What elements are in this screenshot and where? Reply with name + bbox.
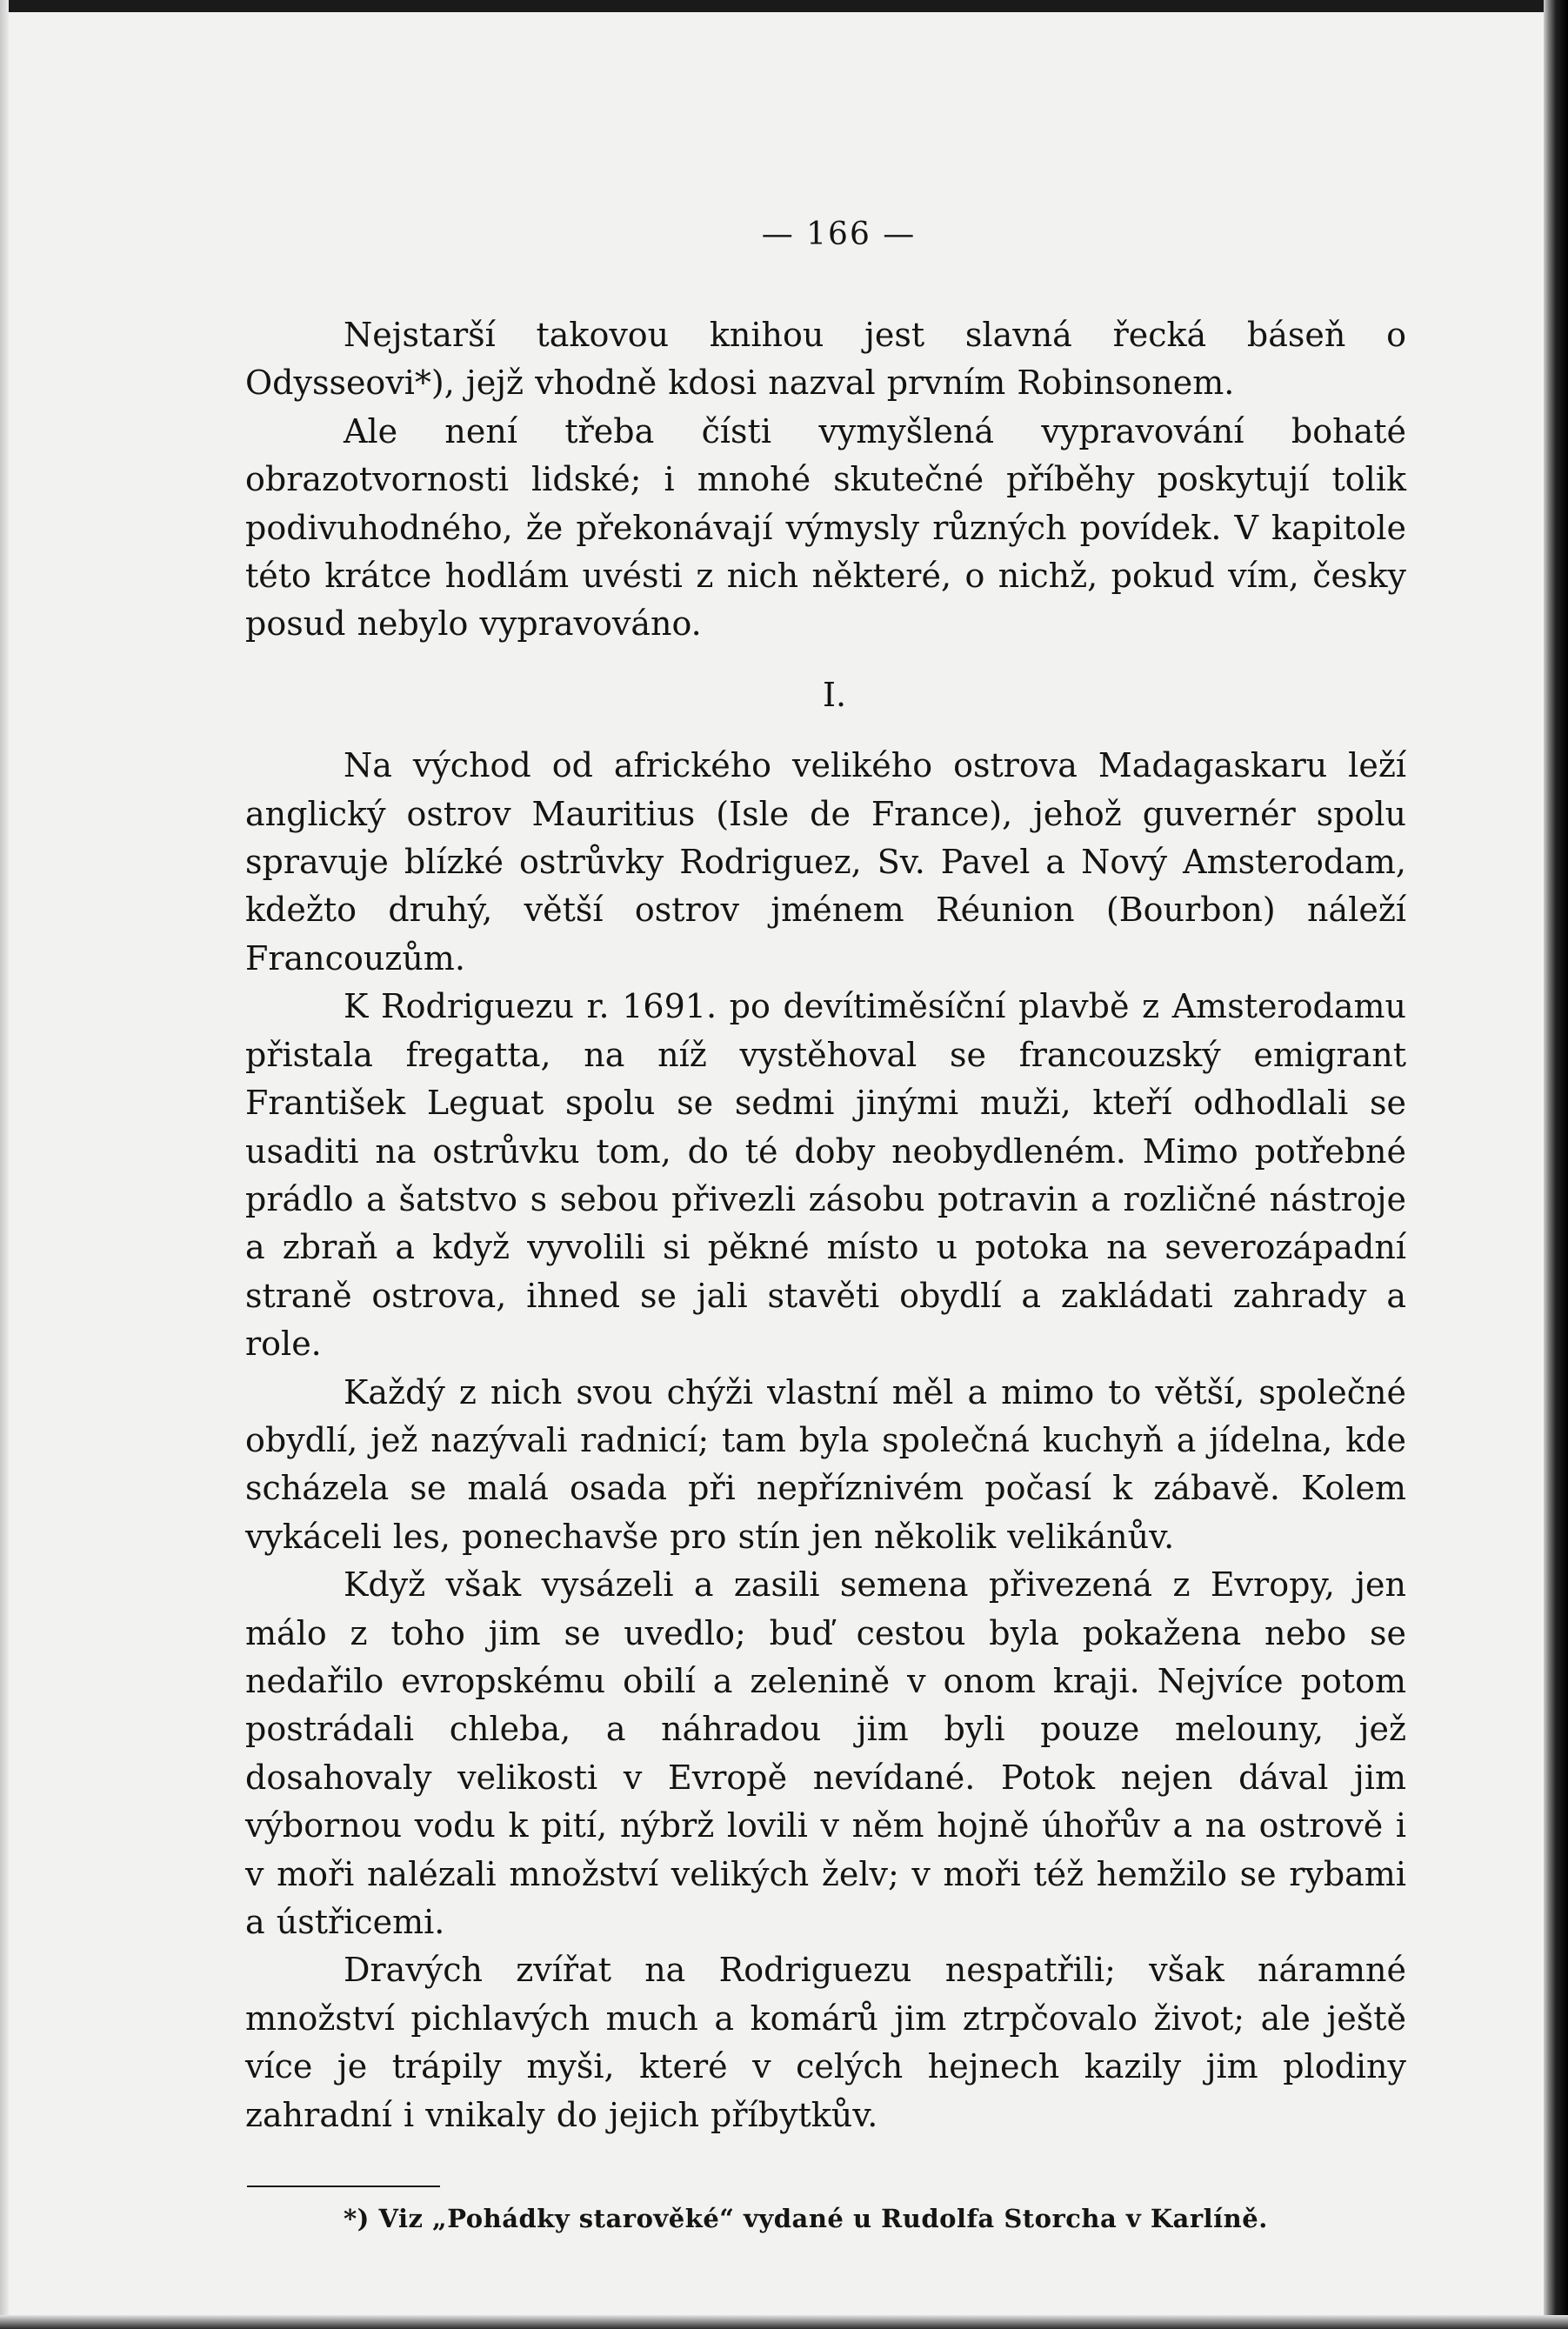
paragraph-section-4: Když však vysázeli a zasili semena přivezená z Evropy, jen málo z toho jim se uvedlo; buď cestou byla pokažena nebo se nedařilo evropskému obilí a zelenině v onom kraji. Nejvíce potom postrádali chleba, a náhradou jim byli pouze melouny, jež dosahovaly velikosti v Evropě nevídané. Potok nejen dával jim výbornou vodu k pití, nýbrž lovili v něm hojně úhořův a na ostrově i v moři nalézali množství velikých želv; v moři též hemžilo se rybami a ústřicemi. (245, 1565, 1406, 1941)
footnote-rule (247, 2186, 440, 2187)
paragraph-intro-1: Nejstarší takovou knihou jest slavná řecká báseň o Odysseovi*), jejž vhodně kdosi nazval prvním Robinsonem. (245, 316, 1406, 403)
scan-border-top (0, 0, 1568, 12)
paragraph-section-1: Na východ od afrického velikého ostrova Madagaskaru leží anglický ostrov Mauritius (Isle de France), jehož guvernér spolu spravuje blízké ostrůvky Rodriguez, Sv. Pavel a Nový Amsterodam, kdežto druhý, větší ostrov jménem Réunion (Bourbon) náleží Francouzům. (245, 746, 1406, 978)
page-number: — 166 — (761, 217, 917, 252)
section-heading: I. (822, 675, 847, 714)
book-page (245, 209, 1406, 2238)
footnote: *) Viz „Pohádky starověké“ vydané u Rudolfa Storcha v Karlíně. (344, 2204, 1268, 2234)
scan-border-right (1544, 0, 1568, 2329)
paragraph-section-2: K Rodriguezu r. 1691. po devítiměsíční plavbě z Amsterodamu přistala fregatta, na níž vystěhoval se francouzský emigrant František Leguat spolu se sedmi jinými muži, kteří odhodlali se usaditi na ostrůvku tom, do té doby neobydleném. Mimo potřebné prádlo a šatstvo s sebou přivezli zásobu potravin a rozličné nástroje a zbraň a když vyvolili si pěkné místo u potoka na severozápadní straně ostrova, ihned se jali stavěti obydlí a zakládati zahrady a role. (245, 987, 1406, 1364)
paragraph-intro-2: Ale není třeba čísti vymyšlená vypravování bohaté obrazotvornosti lidské; i mnohé skutečné příběhy poskytují tolik podivuhodného, že překonávají výmysly různých povídek. V kapitole této krátce hodlám uvésti z nich některé, o nichž, pokud vím, česky posud nebylo vypravováno. (245, 411, 1406, 644)
paragraph-section-3: Každý z nich svou chýži vlastní měl a mimo to větší, společné obydlí, jež nazývali radnicí; tam byla společná kuchyň a jídelna, kde scházela se malá osada při nepříznivém počasí k zábavě. Kolem vykáceli les, ponechavše pro stín jen několik velikánův. (245, 1372, 1406, 1556)
scan-border-bottom (0, 2315, 1568, 2329)
scan-border-left (0, 0, 9, 2329)
paragraph-section-5: Dravých zvířat na Rodriguezu nespatřili; však náramné množství pichlavých much a komárů jim ztrpčovalo život; ale ještě více je trápily myši, které v celých hejnech kazily jim plodiny zahradní i vnikaly do jejich příbytkův. (245, 1951, 1406, 2134)
